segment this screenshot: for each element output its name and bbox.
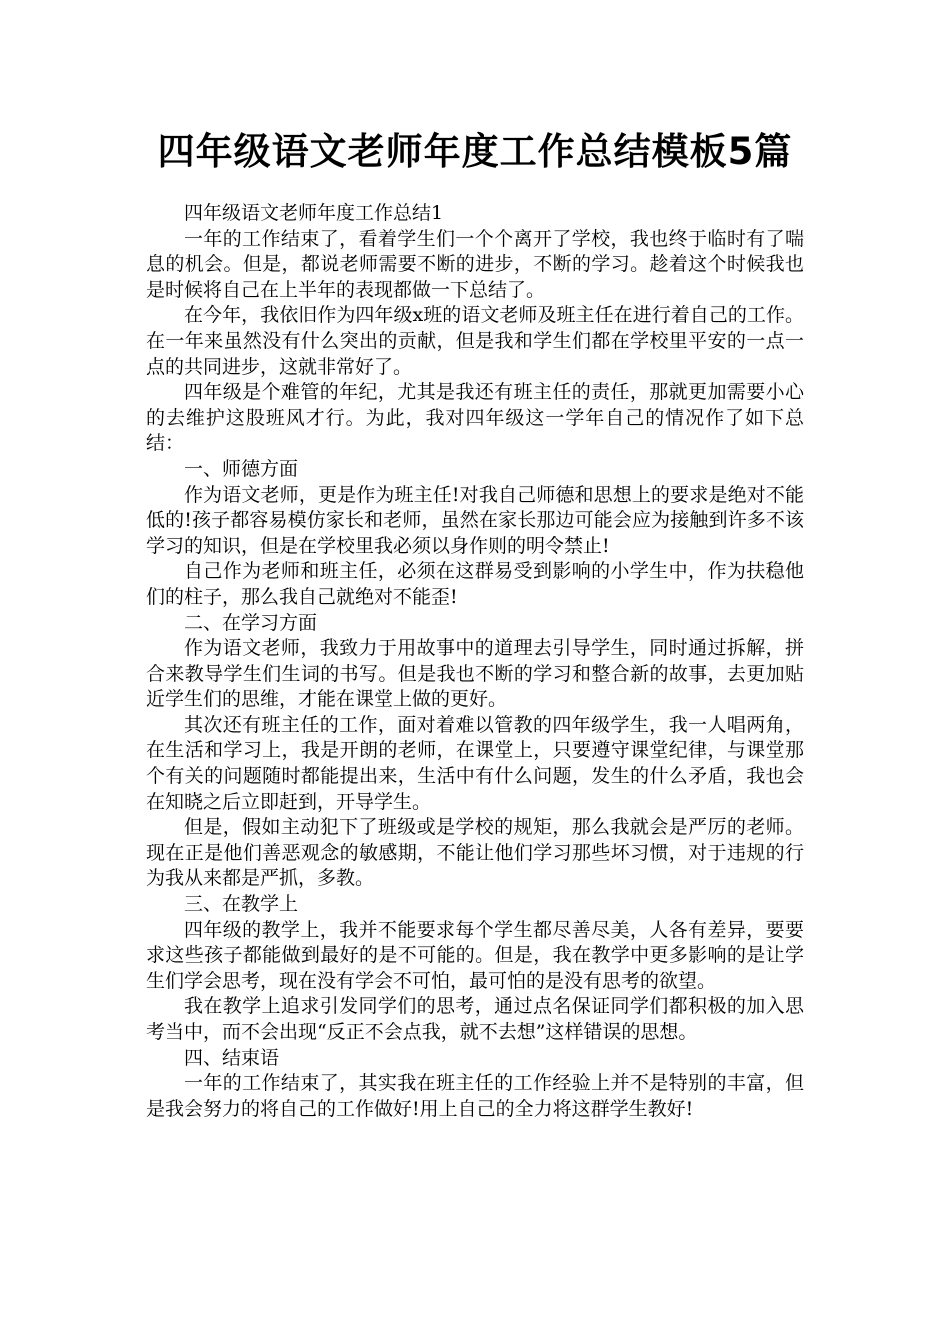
paragraph: 其次还有班主任的工作，面对着难以管教的四年级学生，我一人唱两角，在生活和学习上，我是开朗的老师，在课堂上，只要遵守课堂纪律，与课堂那个有关的问题随时都能提出来，生活中有什么问题，发生的什么矛盾，我也会在知晓之后立即赶到，开导学生。	[146, 713, 804, 813]
section-heading: 三、在教学上	[184, 893, 299, 916]
paragraph: 作为语文老师，更是作为班主任!对我自己师德和思想上的要求是绝对不能低的!孩子都容易模仿家长和老师，虽然在家长那边可能会应为接触到许多不该学习的知识，但是在学校里我必须以身作则的明令禁止!	[146, 483, 804, 557]
document-body	[146, 201, 804, 1122]
paragraph: 我在教学上追求引发同学们的思考，通过点名保证同学们都积极的加入思考当中，而不会出现“反正不会点我，就不去想”这样错误的思想。	[146, 995, 804, 1043]
document-title: 四年级语文老师年度工作总结模板5篇	[157, 130, 793, 173]
paragraph: 作为语文老师，我致力于用故事中的道理去引导学生，同时通过拆解，拼合来教导学生们生词的书写。但是我也不断的学习和整合新的故事，去更加贴近学生们的思维，才能在课堂上做的更好。	[146, 637, 804, 711]
section-heading: 四年级语文老师年度工作总结1	[184, 202, 444, 224]
paragraph: 一年的工作结束了，看着学生们一个个离开了学校，我也终于临时有了喘息的机会。但是，都说老师需要不断的进步，不断的学习。趁着这个时候我也是时候将自己在上半年的表现都做一下总结了。	[146, 227, 804, 301]
paragraph: 四年级的教学上，我并不能要求每个学生都尽善尽美，人各有差异，要要求这些孩子都能做到最好的是不可能的。但是，我在教学中更多影响的是让学生们学会思考，现在没有学会不可怕，最可怕的是没有思考的欲望。	[146, 918, 804, 992]
section-heading: 四、结束语	[184, 1046, 280, 1069]
paragraph: 但是，假如主动犯下了班级或是学校的规矩，那么我就会是严厉的老师。现在正是他们善恶观念的敏感期，不能让他们学习那些坏习惯，对于违规的行为我从来都是严抓，多教。	[146, 816, 804, 890]
paragraph: 一年的工作结束了，其实我在班主任的工作经验上并不是特别的丰富，但是我会努力的将自己的工作做好!用上自己的全力将这群学生教好!	[146, 1072, 804, 1120]
paragraph: 四年级是个难管的年纪，尤其是我还有班主任的责任，那就更加需要小心的去维护这股班风才行。为此，我对四年级这一学年自己的情况作了如下总结：	[146, 381, 804, 455]
section-heading: 一、师德方面	[184, 457, 299, 480]
paragraph: 在今年，我依旧作为四年级x班的语文老师及班主任在进行着自己的工作。在一年来虽然没有什么突出的贡献，但是我和学生们都在学校里平安的一点一点的共同进步，这就非常好了。	[146, 304, 804, 378]
section-heading: 二、在学习方面	[184, 611, 318, 634]
paragraph: 自己作为老师和班主任，必须在这群易受到影响的小学生中，作为扶稳他们的柱子，那么我自己就绝对不能歪!	[146, 560, 804, 608]
